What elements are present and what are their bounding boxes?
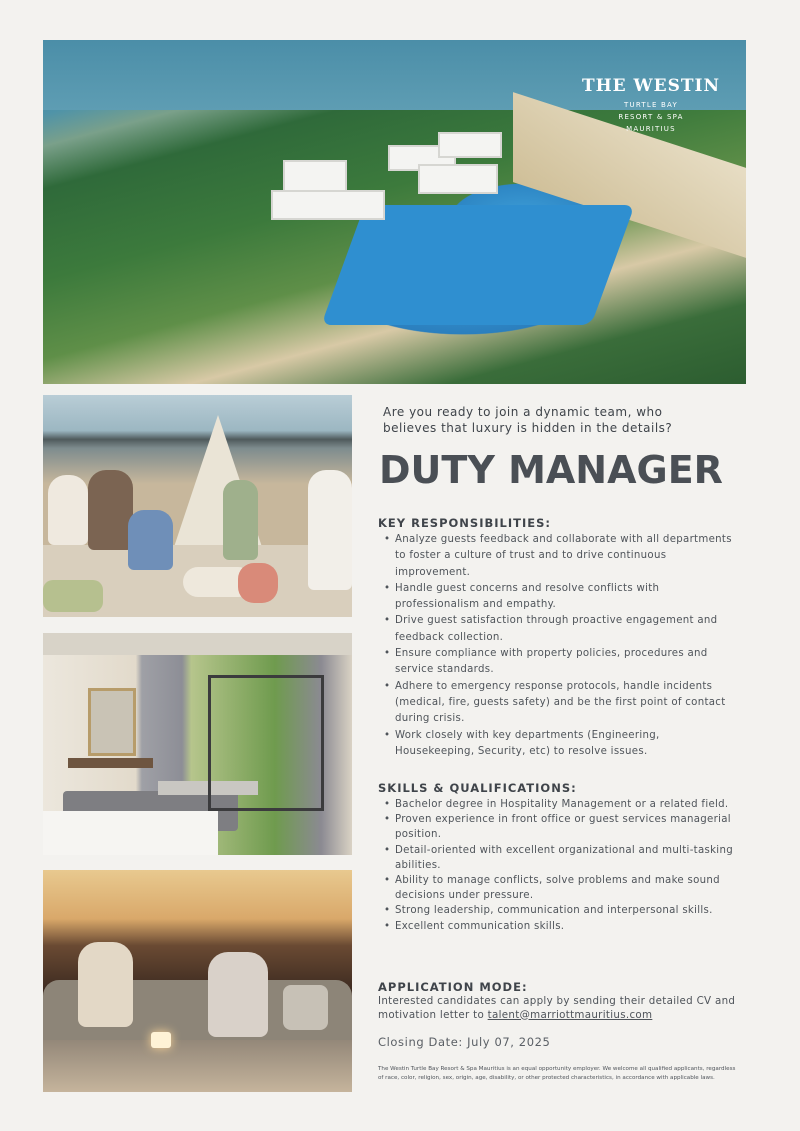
brand-subtitle-line: RESORT & SPA	[618, 113, 684, 121]
list-item: • Ensure compliance with property policies, procedures and service standards.	[380, 646, 740, 679]
list-item: • Work closely with key departments (Engineering, Housekeeping, Security, etc) to resolve issues.	[380, 728, 740, 761]
wall-mirror	[88, 688, 136, 756]
person-figure	[128, 510, 173, 570]
list-item: • Excellent communication skills.	[380, 919, 740, 934]
desk	[68, 758, 153, 768]
westin-logo	[582, 76, 720, 135]
family-beach-photo	[43, 395, 352, 617]
pavilion-roof	[418, 164, 498, 194]
pavilion-roof	[271, 190, 385, 220]
person-figure	[78, 942, 133, 1027]
application-heading: APPLICATION MODE:	[378, 980, 528, 994]
list-item: • Handle guest concerns and resolve conflicts with professionalism and empathy.	[380, 581, 740, 614]
application-instructions: Interested candidates can apply by sending their detailed CV and motivation letter to	[378, 995, 736, 1021]
brand-subtitle-line: MAURITIUS	[626, 125, 676, 133]
skills-list	[380, 797, 740, 934]
hero-resort-aerial-photo	[43, 40, 746, 384]
cushion	[283, 985, 328, 1030]
job-title: DUTY MANAGER	[379, 448, 723, 492]
bed	[43, 811, 218, 855]
list-item: • Proven experience in front office or guest services managerial position.	[380, 812, 740, 842]
ceiling	[43, 633, 352, 655]
glass-door	[208, 675, 324, 811]
responsibilities-heading: KEY RESPONSIBILITIES:	[378, 516, 551, 530]
star-cushion	[238, 563, 278, 603]
application-text	[378, 995, 738, 1022]
list-item: • Detail-oriented with excellent organizational and multi-tasking abilities.	[380, 843, 740, 873]
person-figure	[48, 475, 88, 545]
person-figure	[208, 952, 268, 1037]
responsibilities-list	[380, 532, 740, 760]
hotel-room-photo	[43, 633, 352, 855]
skills-heading: SKILLS & QUALIFICATIONS:	[378, 781, 577, 795]
equal-opportunity-disclaimer: The Westin Turtle Bay Resort & Spa Mauritius is an equal opportunity employer. We welcome all qualified applicants, regardless of race, color, religion, sex, origin, age, disability, or other protected characteristics, in accordance with applicable laws.	[378, 1066, 736, 1081]
list-item: • Strong leadership, communication and interpersonal skills.	[380, 903, 740, 918]
list-item: • Bachelor degree in Hospitality Management or a related field.	[380, 797, 740, 812]
list-item: • Analyze guests feedback and collaborate with all departments to foster a culture of trust and to drive continuous improvement.	[380, 532, 740, 581]
closing-date: Closing Date: July 07, 2025	[378, 1035, 551, 1049]
sunset-couple-photo	[43, 870, 352, 1092]
list-item: • Adhere to emergency response protocols, handle incidents (medical, fire, guests safety) and be the first point of contact during crisis.	[380, 679, 740, 728]
list-item: • Ability to manage conflicts, solve problems and make sound decisions under pressure.	[380, 873, 740, 903]
person-figure	[88, 470, 133, 550]
pool-area	[321, 205, 635, 325]
application-email-link[interactable]: talent@marriottmauritius.com	[487, 1008, 653, 1021]
candle-light	[151, 1032, 171, 1048]
person-figure	[223, 480, 258, 560]
brand-subtitle-line: TURTLE BAY	[624, 101, 678, 109]
person-figure	[308, 470, 352, 590]
pavilion-roof	[438, 132, 502, 158]
list-item: • Drive guest satisfaction through proactive engagement and feedback collection.	[380, 613, 740, 646]
cushion	[43, 580, 103, 612]
intro-text: Are you ready to join a dynamic team, who believes that luxury is hidden in the details?	[383, 405, 673, 435]
brand-name: THE WESTIN	[581, 76, 720, 96]
